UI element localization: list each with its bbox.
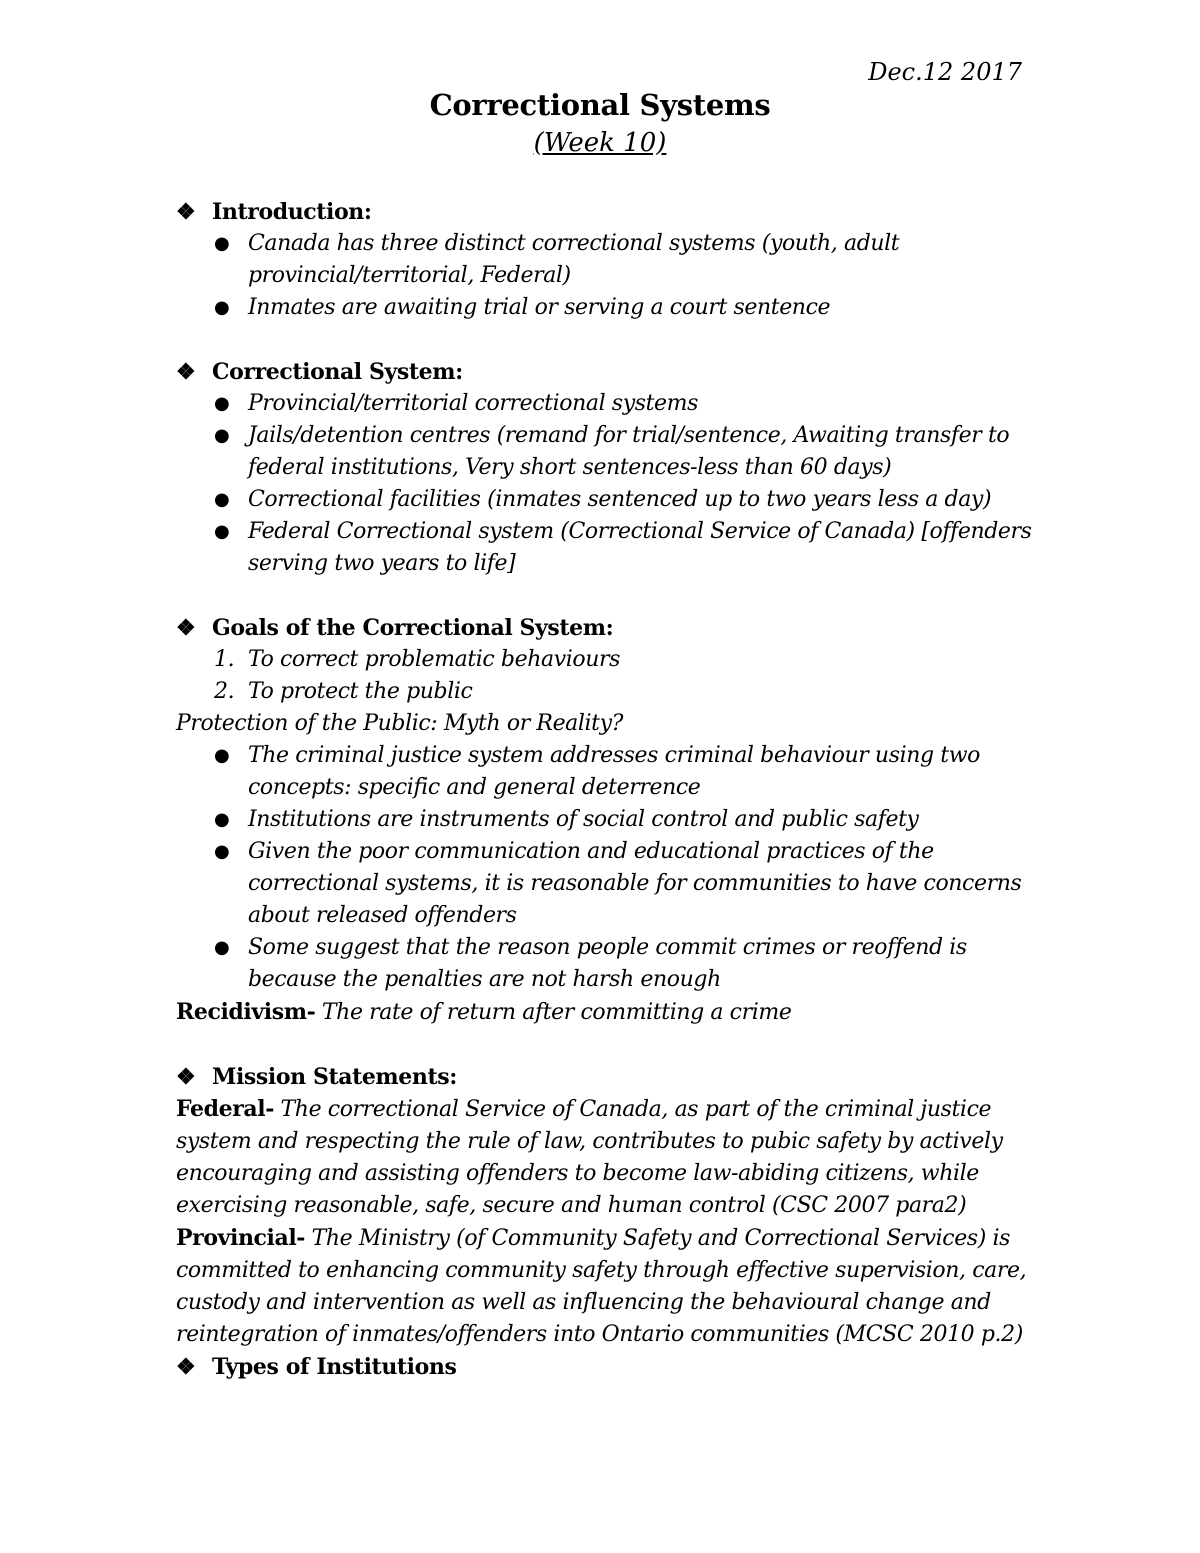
list-item-text: To protect the public [248,679,473,704]
definition-term: Recidivism- [176,999,316,1025]
diamond-icon: ❖ [176,1064,196,1090]
section-types-of-institutions [176,1351,1046,1383]
heading-text: Mission Statements: [212,1064,457,1090]
bullet-dot-icon: ● [214,841,230,862]
section-heading [176,196,1046,228]
bullet-dot-icon: ● [214,489,230,510]
section-introduction [176,196,1046,324]
bullet-dot-icon: ● [214,745,230,766]
list-item-text: Federal Correctional system (Correctional Service of Canada) [offenders serving two years to life] [248,519,1032,576]
diamond-icon: ❖ [176,359,196,385]
heading-text: Goals of the Correctional System: [212,615,614,641]
document-title: Correctional Systems [429,88,771,122]
diamond-icon: ❖ [176,615,196,641]
spacer [176,1029,1046,1061]
bullet-dot-icon: ● [214,521,230,542]
bullet-dot-icon: ● [214,393,230,414]
document-date: Dec.12 2017 [868,58,1022,86]
list-item-text: Inmates are awaiting trial or serving a court sentence [248,295,831,320]
section-heading [176,612,1046,644]
list-item [176,932,1046,996]
bullet-dot-icon: ● [214,425,230,446]
bullet-list [176,228,1046,324]
heading-text: Types of Institutions [212,1354,457,1380]
subheading: Protection of the Public: Myth or Reality? [176,711,624,736]
bullet-dot-icon: ● [214,937,230,958]
list-item [176,388,1046,420]
section-heading [176,1351,1046,1383]
list-number: 1. [214,647,235,672]
federal-statement [176,1093,1046,1222]
statement-term: Federal- [176,1096,274,1122]
section-mission-statements [176,1061,1046,1351]
list-item [176,740,1046,804]
list-item [176,836,1046,932]
list-item-text: Correctional facilities (inmates sentenced up to two years less a day) [248,487,992,512]
bullet-dot-icon: ● [214,809,230,830]
spacer [176,580,1046,612]
statement-term: Provincial- [176,1225,306,1251]
list-item [176,644,1046,676]
spacer [176,324,1046,356]
bullet-dot-icon: ● [214,297,230,318]
recidivism-definition [176,996,1046,1029]
numbered-list [176,644,1046,708]
list-item [176,292,1046,324]
list-item [176,420,1046,484]
list-item [176,516,1046,580]
list-item [176,676,1046,708]
list-item-text: The criminal justice system addresses criminal behaviour using two concepts: specific and general deterrence [248,743,980,800]
heading-text: Introduction: [212,199,372,225]
list-item-text: Jails/detention centres (remand for trial/sentence, Awaiting transfer to federal institutions, Very short sentences-less than 60 days) [248,423,1010,480]
section-heading [176,1061,1046,1093]
list-number: 2. [214,679,235,704]
statement-text: The Ministry (of Community Safety and Correctional Services) is committed to enhancing community safety through effective supervision, care, custody and intervention as well as influencing the behavioural change and reintegration of inmates/offenders into Ontario communities (MCSC 2010 p.2) [176,1226,1027,1347]
document-subtitle: (Week 10) [533,128,667,158]
definition-text: The rate of return after committing a crime [315,1000,792,1025]
diamond-icon: ❖ [176,199,196,225]
bullet-dot-icon: ● [214,233,230,254]
list-item-text: To correct problematic behaviours [248,647,621,672]
list-item-text: Institutions are instruments of social control and public safety [248,807,919,832]
section-correctional-system [176,356,1046,580]
heading-text: Correctional System: [212,359,463,385]
list-item-text: Provincial/territorial correctional systems [248,391,699,416]
document-body [176,196,1046,1383]
diamond-icon: ❖ [176,1354,196,1380]
list-item [176,804,1046,836]
list-item-text: Given the poor communication and educational practices of the correctional systems, it is reasonable for communities to have concerns about released offenders [248,839,1022,928]
statement-text: The correctional Service of Canada, as part of the criminal justice system and respecting the rule of law, contributes to pubic safety by actively encouraging and assisting offenders to become law-abiding citizens, while exercising reasonable, safe, secure and human control (CSC 2007 para2) [176,1097,1003,1218]
bullet-list [176,388,1046,580]
section-goals [176,612,1046,1029]
section-heading [176,356,1046,388]
provincial-statement [176,1222,1046,1351]
list-item [176,228,1046,292]
list-item-text: Some suggest that the reason people commit crimes or reoffend is because the penalties are not harsh enough [248,935,967,992]
list-item [176,484,1046,516]
list-item-text: Canada has three distinct correctional systems (youth, adult provincial/territorial, Federal) [248,231,900,288]
bullet-list [176,740,1046,996]
